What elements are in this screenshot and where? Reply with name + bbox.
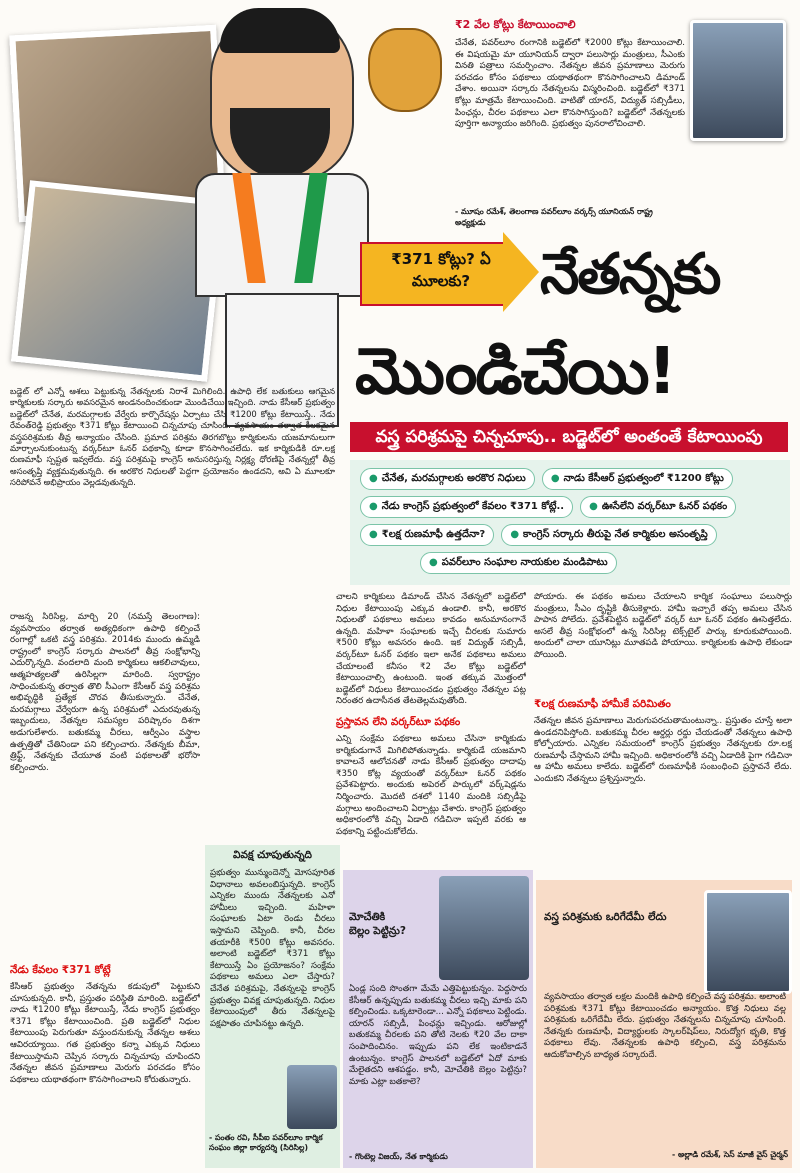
- headline-line1: నేతన్నకు: [540, 242, 720, 307]
- col3b-text: నేతన్నల జీవన ప్రమాణాలు మెరుగుపరచుతామంటున్నా.. ప్రస్తుతం చూస్తే అలా ఉండదనిపిస్తోంది. బతుకమ్మ చీరల ఆర్డర్లు రద్దు చేయడంతో నేతన్నలు ఉపాధి కోల్పోయారు. ఎన్నికల సమయంలో కాంగ్రెస్ ప్రభుత్వం నేతన్నలకు రూ.లక్ష రుణమాఫీ చేస్తామని హామీ ఇచ్చింది. అధికారంలోకి వచ్చి ఏడాదికి పైగా గడిచినా ఆ హామీ అమలు కాలేదు. బడ్జెట్‌లో రుణమాఫీకి సంబంధించి ప్రస్తావనే లేదు. ఎందుకని నేతన్నలు ప్రశ్నిస్తున్నారు.: [534, 716, 792, 784]
- subheadline-banner: వస్త్ర పరిశ్రమపై చిన్నచూపు.. బడ్జెట్‌లో అంతంతే కేటాయింపు: [350, 422, 788, 452]
- col1b-text: కేసీఆర్ ప్రభుత్వం నేతన్నను కడుపులో పెట్టుకుని చూసుకున్నది. కానీ, ప్రస్తుతం పరిస్థితి మారింది. బడ్జెట్‌లో నాడు ₹1200 కోట్లు కేటాయిస్తే, నేడు కాంగ్రెస్ ప్రభుత్వం ₹371 కోట్లు కేటాయించింది. ప్రతి బడ్జెట్‌లో నిధుల కేటాయింపు పెరుగుతూ వస్తుందనుకున్న నేతన్నల ఆశలు ఆవిరయ్యాయి. గత ప్రభుత్వం కన్నా ఎక్కువ నిధులు కేటాయిస్తామని చెప్పిన సర్కారు చిన్నచూపు చూపిందని నేతన్నల జీవన ప్రమాణాలు మెరుగు పరచడం కోసం పథకాలు యథాతథంగా కొనసాగించాలని కోరుతున్నారు.: [10, 982, 200, 1085]
- article-column-1b: [10, 964, 200, 1168]
- col2-subheading: ప్రస్తావన లేని వర్కర్‌టూ పథకం: [336, 716, 461, 728]
- top-right-quote: [455, 18, 685, 228]
- box2-body: ఏండ్ల సంది సొంతగా మేమే ఎత్తిపెట్టుకున్నం. పెద్దసారు కేసీఆర్ ఉన్నప్పుడు బతుకమ్మ చీరలు ఇచ్చి మాకు పని కల్పించిండు. ఒక్కటారెండా... ఎన్నో పథకాలు పెట్టిండు. యారన్ సబ్సిడీ, పింఛన్లు ఇచ్చిండు. ఆరోజుల్లో బతుకమ్మ చీరలకు పని తోటి నెలకు ₹20 వేల దాకా సంపాదించినం. ఇప్పుడు పని లేక ఇంటికాడనే ఉంటున్నం. కాంగ్రెస్ పాలనలో బడ్జెట్‌లో ఏదో మాకు మేలైతదని ఆశపడ్డం. కానీ, మోచేతికి బెల్లం పెట్టిన్రు? మాకు ఎట్లా బతకాలె?: [349, 984, 527, 1087]
- quote-box-vijay: [343, 870, 533, 1168]
- col1-subheading: నేడు కేవలం ₹371 కోట్లే: [10, 964, 111, 976]
- quote-box-panthan-ravi: [205, 845, 340, 1168]
- col3-text: పోయారు. ఈ పథకం అమలు చేయాలని కార్మిక సంఘాలు పలుసార్లు మంత్రులు, సీఎం దృష్టికి తీసుకెళ్లారు. హామీ ఇచ్చారే తప్ప అమలు చేసిన పాపాన పోలేదు. ప్రవేశపెట్టిన బడ్జెట్‌లో వర్కర్ టూ ఓనర్ పథకం ఊసెత్తలేదు. అసలే తీవ్ర సంక్షోభంలో ఉన్న సిరిసిల్ల టెక్స్‌టైల్ పార్కు కూరుకుపోయింది. అందులో చాలా యూనిట్లు మూతపడి పోయాయి. కార్మికులకు ఉపాధి లేకుండా పోయింది.: [534, 592, 792, 660]
- col2-text: చాలని కార్మికులు డిమాండ్ చేసిన నేతన్నలో బడ్జెట్‌లో నిధుల కేటాయింపు ఎక్కువ ఉండాలి. కానీ, అరకొర నిధులతో పథకాలు అమలు కావడం అనుమానంగానే ఉన్నది. మహిళా సంఘాలకు ఇచ్చే చీరలకు సుమారు ₹500 కోట్లు అవసరం ఉంది. ఇక విద్యుత్ సబ్సిడీ, వర్కర్‌టూ ఓనర్ పథకం ఇలా అనేక పథకాలు అమలు చేయాలంటే కనీసం ₹2 వేల కోట్లు బడ్జెట్‌లో కేటాయించాల్సి ఉంటుంది. ఇంత తక్కువ మొత్తంలో బడ్జెట్‌లో నిధులు కేటాయించడం ప్రభుత్వం నేతన్నల పట్ల నిరంతర ఉదాసీనత తేటతెల్లమవుతోంది.: [336, 592, 526, 707]
- box3-caption: - అల్లాడి రమేశ్, సెస్ మాజీ వైస్ చైర్మన్: [672, 1150, 788, 1159]
- panthan-ravi-photo: [287, 1065, 337, 1129]
- question-arrow: [360, 232, 540, 312]
- box3-body: వ్యవసాయం తర్వాత లక్షల మందికి ఉపాధి కల్పించే వస్త్ర పరిశ్రమ. అలాంటి పరిశ్రమకు ₹371 కోట్లు కేటాయించడం అన్యాయం. కొత్త నిధులు వల్ల పరిశ్రమకు ఒరిగేదేమీ లేదు. ప్రభుత్వం నేతన్నలను చిన్నచూపు చూసింది. నేతన్నకు రుణమాఫీ, విద్యార్థులకు స్కాలర్‌షిప్‌లు, నిరుద్యోగ భృతి, కొత్త పథకాలు లేవు. నేతన్నలకు ఉపాధి కల్పించి, వస్త్ర పరిశ్రమను ఆదుకోవాల్సిన బాధ్యత సర్కారుదే.: [544, 992, 786, 1060]
- money-bag-icon: [368, 28, 442, 112]
- vijay-photo: [439, 876, 529, 980]
- highlights-box: [350, 460, 790, 585]
- article-column-1: [10, 612, 200, 1012]
- caricature-illustration: [185, 8, 375, 438]
- box1-caption: - పంతం రవి, సీపీఐ పవర్‌లూం కార్మిక సంఘం జిల్లా కార్యదర్శి (సిరిసిల్ల): [209, 1133, 323, 1152]
- top-right-caption: - మూషం రమేశ్, తెలంగాణ పవర్‌లూం వర్కర్స్ యూనియన్ రాష్ట్ర అధ్యక్షుడు: [455, 207, 653, 227]
- box2-heading: మోచేతికి బెల్లం పెట్టిన్రు?: [349, 911, 406, 937]
- box1-body: ప్రభుత్వం మున్ముందెన్నో మోసపూరిత విధానాలు అవలంబిస్తున్నది. కాంగ్రెస్ ఎన్నికల ముందు నేతన్నలకు ఎనో హామీలు ఇచ్చింది. మహిళా సంఘాలకు ఏటా రెండు చీరలు ఇస్తామని చెప్పింది. కానీ, చీరల తయారీకి ₹500 కోట్లు అవసరం. అలాంటి బడ్జెట్‌లో ₹371 కోట్లు కేటాయిస్తే ఏం ప్రయోజనం? సంక్షేమ పథకాలు అమలు ఎలా చేస్తారు? చేనేత పరిశ్రమపై, నేతన్నలపై కాంగ్రెస్ ప్రభుత్వం వివక్ష చూపుతున్నది. నిధుల కేటాయింపులో తీరు నేతన్నలపై పక్షపాతం చూపినట్టు ఉన్నది.: [210, 868, 335, 1029]
- article-column-3: [534, 592, 792, 692]
- article-column-2: [336, 592, 526, 712]
- highlight-item: ● చేనేత, మరమగ్గాలకు అరకొర నిధులు: [360, 468, 535, 490]
- highlight-item: ● ₹లక్ష రుణమాఫీ ఉత్తదేనా?: [360, 524, 494, 546]
- col3-subheading: ₹లక్ష రుణమాఫీ హామీకే పరిమితం: [534, 698, 671, 710]
- box3-heading: వస్త్ర పరిశ్రమకు ఒరిగేదేమీ లేదు: [544, 911, 667, 923]
- article-column-3b: [534, 698, 792, 868]
- col1-text: రాజన్న సిరిసిల్ల, మార్చి 20 (నమస్తే తెలంగాణ): వ్యవసాయం తర్వాత అత్యధికంగా ఉపాధి కల్పించే రంగాల్లో ఒకటి వస్త్ర పరిశ్రమ. 2014కు ముందు ఉమ్మడి రాష్ట్రంలో కాంగ్రెస్ సర్కారు పాలనలో తీవ్ర సంక్షోభాన్ని ఎదుర్కొన్నది. వందలాది మంది కార్మికులు ఆకలిచావులు, ఆత్మహత్యలతో ఉరిసిల్లగా మారింది. స్వరాష్ట్రం సాధించుకున్న తర్వాత తొలి సీఎంగా కేసీఆర్ వస్త్ర పరిశ్రమ అభివృద్ధికి ప్రత్యేక చొరవ తీసుకున్నారు. చేనేత, మరమగ్గాలు వేర్వేరుగా ఉన్న పరిశ్రమలో ఎదురవుతున్న ఇబ్బందులు, నేతన్నల సమస్యల పరిష్కారం దిశగా అడుగులేశారు. బతుకమ్మ చీరలు, ఆర్వీఎం వస్త్రాల ఉత్పత్తితో చేతినిండా పని కల్పించారు. నేతన్నకు బీమా, త్రిఫ్ట్, నేతన్నకు చేయూత వంటి పథకాలతో భరోసా కల్పించారు.: [10, 612, 200, 773]
- article-column-2b: [336, 716, 526, 866]
- moosham-ramesh-photo: [690, 20, 786, 141]
- highlight-item: ● నాడు కేసీఆర్ ప్రభుత్వంలో ₹1200 కోట్లు: [542, 468, 733, 490]
- box2-caption: - గొంటెల్ల విజయ్, నేత కార్మికుడు: [349, 1152, 448, 1161]
- highlight-item: ● నేడు కాంగ్రెస్ ప్రభుత్వంలో కేవలం ₹371 కోట్లే..: [360, 496, 573, 518]
- top-right-heading: ₹2 వేల కోట్లు కేటాయించాలి: [455, 18, 576, 31]
- col2b-text: ఎన్ని సంక్షేమ పథకాలు అమలు చేసినా కార్మికుడు కార్మికుడుగానే మిగిలిపోతున్నాడు. కార్మికుడే యజమాని కావాలనే ఆలోచనతో నాడు కేసీఆర్ ప్రభుత్వం దాదాపు ₹350 కోట్ల వ్యయంతో వర్కర్‌టూ ఓనర్ పథకం ప్రవేశపెట్టారు. అందుకు అపెరల్ పార్కులో వర్క్‌షెడ్లను నిర్మించారు. మొదటి దశలో 1140 మందికి సబ్సిడీపై మగ్గాలు అందించాలని ఏర్పాట్లు చేశారు. కాంగ్రెస్ ప్రభుత్వం అధికారంలోకి వచ్చి ఏడాది గడిచినా ఇప్పటి వరకు ఆ పథకాన్ని పట్టించుకోలేదు.: [336, 734, 526, 837]
- intro-paragraph: బడ్జెట్ లో ఎన్నో ఆశలు పెట్టుకున్న నేతన్నలకు నిరాశే మిగిలింది. ఉపాధి లేక బతుకులు ఆగమైన కార్మికులకు సర్కారు అవసరమైన అండనందించకుండా మొండిచేయి ఇచ్చింది. నాడు కేసీఆర్ ప్రభుత్వం బడ్జెట్‌లో చేనేత, మరమగ్గాలకు వేర్వేరు కార్పొరేషన్లు ఏర్పాటు చేసి ₹1200 కోట్లు కేటాయిస్తే.. నేడు రేవంత్‌రెడ్డి ప్రభుత్వం ₹371 కోట్లు కేటాయించి చిన్నచూపు చూసింది. వ్యవసాయం తర్వాత కీలకమైన వస్త్రపరిశ్రమకు తీవ్ర అన్యాయం చేసింది. ప్రమాద పరిశ్రమ తిరగబొట్టు కార్మికులను యజమానులుగా మార్చాలనుకుంటున్న వర్కర్‌టూ ఓనర్ పథకాన్ని కూడా కొనసాగించలేదు. ఇక కార్మికుడికి రూ.లక్ష రుణమాఫీ స్పష్టత ఇవ్వలేదు. వస్త్ర పరిశ్రమపై కాంగ్రెస్ అనుసరిస్తున్న నిర్లక్ష్య ధోరణిపై నేతన్నల్లో తీవ్ర అసంతృప్తి వ్యక్తమవుతున్నది. ఈ అరకొర నిధులతో పెద్దగా ప్రయోజనం ఉండదని, అవి ఏ మూలకూ సరిపోవనే అభిప్రాయం వెల్లడవుతున్నది.: [10, 386, 335, 488]
- alladi-ramesh-photo: [704, 890, 792, 994]
- box1-heading: వివక్ష చూపుతున్నది: [233, 849, 312, 861]
- quote-box-alladi-ramesh: [536, 880, 792, 1168]
- arrow-text: ₹371 కోట్లు? ఏ మూలకు?: [391, 250, 491, 290]
- headline-line2: మొండిచేయి!: [355, 335, 675, 409]
- highlight-item: ● ఊసేలేని వర్కర్‌టూ ఓనర్ పథకం: [580, 496, 736, 518]
- highlight-item: ● పవర్‌లూం సంఘాల నాయకుల మండిపాటు: [420, 552, 617, 574]
- top-right-body: చేనేత, పవర్‌లూం రంగానికి బడ్జెట్‌లో ₹2000 కోట్లు కేటాయించాలి. ఈ విషయమై మా యూనియన్ ద్వారా పలుసార్లు మంత్రులు, సీఎంకు వినతి పత్రాలు సమర్పించాం. నేతన్నల జీవన ప్రమాణాలు మెరుగు పరచడం కోసం పథకాలు యథాతథంగా కొనసాగించాలని డిమాండ్ చేశాం. అయినా సర్కారు నేతన్నలను విస్మరించింది. బడ్జెట్‌లో ₹371 కోట్లు మాత్రమే కేటాయించింది. వాటితో యారన్, విద్యుత్ సబ్సిడీలు, పింఛన్లు, చీరల పథకాలు ఎలా కొనసాగిస్తుంది? బడ్జెట్‌లో నేతన్నలకు పూర్తిగా అన్యాయం జరిగింది. ప్రభుత్వం పునరాలోచించాలి.: [455, 38, 685, 130]
- highlight-item: ● కాంగ్రెస్ సర్కారు తీరుపై నేత కార్మికుల అసంతృప్తి: [501, 524, 716, 546]
